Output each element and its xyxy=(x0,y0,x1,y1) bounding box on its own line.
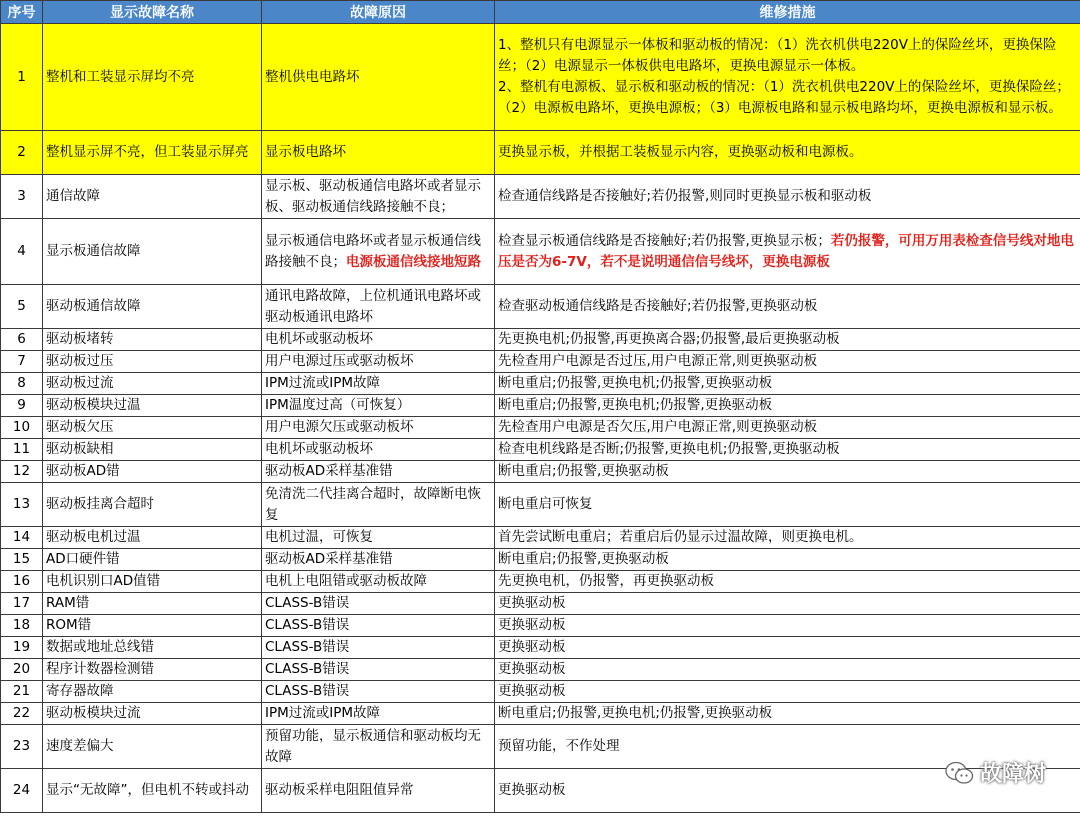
repair-measure xyxy=(495,615,1080,637)
fault-cause xyxy=(262,285,495,329)
fault-cause xyxy=(262,461,495,483)
fault-cause xyxy=(262,219,495,285)
repair-measure xyxy=(495,637,1080,659)
fault-cause xyxy=(262,439,495,461)
repair-measure xyxy=(495,417,1080,439)
header-fix: 维修措施 xyxy=(495,1,1080,24)
cause-text: 免清洗二代挂离合超时，故障断电恢复 xyxy=(265,485,481,523)
fault-cause xyxy=(262,329,495,351)
fault-name: ROM错 xyxy=(43,615,262,637)
repair-text: 更换驱动板 xyxy=(498,595,566,611)
fault-name: 速度差偏大 xyxy=(43,725,262,769)
fault-name: 数据或地址总线错 xyxy=(43,637,262,659)
repair-measure xyxy=(495,24,1080,131)
row-number: 3 xyxy=(1,175,43,219)
table-row xyxy=(1,219,1080,285)
repair-measure xyxy=(495,373,1080,395)
fault-name: 程序计数器检测错 xyxy=(43,659,262,681)
table-row xyxy=(1,24,1080,131)
repair-text: 断电重启;仍报警,更换电机;仍报警,更换驱动板 xyxy=(498,375,773,391)
fault-cause xyxy=(262,659,495,681)
repair-measure xyxy=(495,395,1080,417)
repair-text: 首先尝试断电重启；若重启后仍显示过温故障，则更换电机。 xyxy=(498,529,863,545)
row-number: 7 xyxy=(1,351,43,373)
repair-measure xyxy=(495,219,1080,285)
cause-text: CLASS-B错误 xyxy=(265,683,350,699)
table-row xyxy=(1,637,1080,659)
repair-measure xyxy=(495,131,1080,175)
cause-text: CLASS-B错误 xyxy=(265,639,350,655)
cause-text: IPM过流或IPM故障 xyxy=(265,375,381,391)
fault-name: 驱动板模块过温 xyxy=(43,395,262,417)
row-number: 2 xyxy=(1,131,43,175)
fault-cause xyxy=(262,571,495,593)
fault-cause xyxy=(262,483,495,527)
table-row xyxy=(1,615,1080,637)
cause-text: 电机上电阻错或驱动板故障 xyxy=(265,573,427,589)
fault-cause xyxy=(262,527,495,549)
repair-text: 先检查用户电源是否欠压,用户电源正常,则更换驱动板 xyxy=(498,419,818,435)
row-number: 15 xyxy=(1,549,43,571)
fault-name: 寄存器故障 xyxy=(43,681,262,703)
repair-measure xyxy=(495,681,1080,703)
repair-text: 更换驱动板 xyxy=(498,661,566,677)
table-row xyxy=(1,285,1080,329)
cause-text: 显示板通信电路坏或者显示板通信线路接触不良； xyxy=(265,232,481,270)
repair-text: 更换驱动板 xyxy=(498,683,566,699)
cause-text: 驱动板采样电阻阻值异常 xyxy=(265,782,414,798)
fault-name: 显示板通信故障 xyxy=(43,219,262,285)
fault-cause xyxy=(262,769,495,813)
fault-name: 驱动板过压 xyxy=(43,351,262,373)
row-number: 1 xyxy=(1,24,43,131)
repair-measure xyxy=(495,527,1080,549)
fault-cause xyxy=(262,593,495,615)
fault-name: 驱动板欠压 xyxy=(43,417,262,439)
table-row xyxy=(1,483,1080,527)
row-number: 17 xyxy=(1,593,43,615)
repair-measure xyxy=(495,329,1080,351)
cause-text: 电机过温，可恢复 xyxy=(265,529,373,545)
cause-text: 整机供电电路坏 xyxy=(265,68,360,85)
row-number: 11 xyxy=(1,439,43,461)
repair-text: 更换驱动板 xyxy=(498,782,566,798)
repair-measure xyxy=(495,461,1080,483)
wechat-icon xyxy=(944,760,974,786)
fault-name: 驱动板AD错 xyxy=(43,461,262,483)
repair-text: 断电重启;仍报警,更换驱动板 xyxy=(498,551,669,567)
repair-text: 先检查用户电源是否过压,用户电源正常,则更换驱动板 xyxy=(498,353,818,369)
fault-name: RAM错 xyxy=(43,593,262,615)
table-row xyxy=(1,703,1080,725)
fault-cause xyxy=(262,681,495,703)
table-row xyxy=(1,439,1080,461)
row-number: 21 xyxy=(1,681,43,703)
fault-name: 显示“无故障”，但电机不转或抖动 xyxy=(43,769,262,813)
fault-cause xyxy=(262,417,495,439)
fault-name: 驱动板模块过流 xyxy=(43,703,262,725)
fault-cause xyxy=(262,395,495,417)
repair-measure xyxy=(495,175,1080,219)
repair-measure xyxy=(495,593,1080,615)
repair-measure xyxy=(495,659,1080,681)
fault-name: 驱动板过流 xyxy=(43,373,262,395)
fault-name: AD口硬件错 xyxy=(43,549,262,571)
row-number: 20 xyxy=(1,659,43,681)
fault-name: 驱动板挂离合超时 xyxy=(43,483,262,527)
row-number: 19 xyxy=(1,637,43,659)
repair-text: 更换显示板，并根据工装板显示内容，更换驱动板和电源板。 xyxy=(498,144,863,160)
row-number: 24 xyxy=(1,769,43,813)
table-row xyxy=(1,593,1080,615)
repair-paragraph: 2、整机有电源板、显示板和驱动板的情况：（1）洗衣机供电220V上的保险丝坏，更换保险丝；（2）电源板电路坏，更换电源板；（3）电源板电路和显示板电路均坏，更换电源板和显示板。 xyxy=(498,79,1070,116)
cause-text: 电机坏或驱动板坏 xyxy=(265,441,373,457)
fault-name: 整机显示屏不亮，但工装显示屏亮 xyxy=(43,131,262,175)
repair-measure xyxy=(495,285,1080,329)
fault-cause xyxy=(262,351,495,373)
fault-name: 通信故障 xyxy=(43,175,262,219)
header-row xyxy=(1,1,1080,24)
repair-text: 先更换电机，仍报警，再更换驱动板 xyxy=(498,573,714,589)
repair-text: 预留功能，不作处理 xyxy=(498,738,620,754)
repair-text: 断电重启;仍报警,更换电机;仍报警,更换驱动板 xyxy=(498,705,773,721)
table-row xyxy=(1,395,1080,417)
row-number: 6 xyxy=(1,329,43,351)
repair-measure xyxy=(495,483,1080,527)
row-number: 10 xyxy=(1,417,43,439)
cause-text: 用户电源欠压或驱动板坏 xyxy=(265,419,414,435)
repair-measure xyxy=(495,351,1080,373)
row-number: 18 xyxy=(1,615,43,637)
header-no: 序号 xyxy=(1,1,43,24)
repair-text: 检查驱动板通信线路是否接触好;若仍报警,更换驱动板 xyxy=(498,298,818,314)
fault-name: 驱动板通信故障 xyxy=(43,285,262,329)
row-number: 4 xyxy=(1,219,43,285)
watermark-text: 故障树 xyxy=(979,762,1046,787)
cause-text: CLASS-B错误 xyxy=(265,617,350,633)
cause-text: 显示板、驱动板通信电路坏或者显示板、驱动板通信线路接触不良； xyxy=(265,177,481,215)
fault-cause xyxy=(262,373,495,395)
table-row xyxy=(1,659,1080,681)
repair-text: 断电重启;仍报警,更换电机;仍报警,更换驱动板 xyxy=(498,397,773,413)
table-row xyxy=(1,527,1080,549)
repair-measure xyxy=(495,439,1080,461)
row-number: 23 xyxy=(1,725,43,769)
row-number: 8 xyxy=(1,373,43,395)
cause-text: IPM温度过高（可恢复） xyxy=(265,397,411,413)
repair-measure xyxy=(495,703,1080,725)
table-row xyxy=(1,373,1080,395)
cause-text: IPM过流或IPM故障 xyxy=(265,705,381,721)
table-row xyxy=(1,571,1080,593)
row-number: 14 xyxy=(1,527,43,549)
fault-cause xyxy=(262,549,495,571)
table-row xyxy=(1,681,1080,703)
table-row xyxy=(1,351,1080,373)
repair-paragraph: 1、整机只有电源显示一体板和驱动板的情况：（1）洗衣机供电220V上的保险丝坏，更换保险丝；（2）电源显示一体板供电电路坏，更换电源显示一体板。 xyxy=(498,37,1057,74)
table-row xyxy=(1,725,1080,769)
table-row xyxy=(1,461,1080,483)
watermark xyxy=(944,757,1046,788)
cause-highlight: 电源板通信线接地短路 xyxy=(346,253,481,270)
row-number: 13 xyxy=(1,483,43,527)
fault-cause xyxy=(262,637,495,659)
row-number: 5 xyxy=(1,285,43,329)
table-row xyxy=(1,417,1080,439)
repair-text: 检查显示板通信线路是否接触好;若仍报警,更换显示板； xyxy=(498,232,831,249)
header-cause: 故障原因 xyxy=(262,1,495,24)
cause-text: CLASS-B错误 xyxy=(265,595,350,611)
row-number: 16 xyxy=(1,571,43,593)
fault-cause xyxy=(262,175,495,219)
fault-name: 驱动板电机过温 xyxy=(43,527,262,549)
fault-cause xyxy=(262,131,495,175)
fault-name: 整机和工装显示屏均不亮 xyxy=(43,24,262,131)
table-row xyxy=(1,175,1080,219)
fault-name: 驱动板堵转 xyxy=(43,329,262,351)
cause-text: 显示板电路坏 xyxy=(265,144,346,160)
fault-cause xyxy=(262,615,495,637)
repair-text: 断电重启可恢复 xyxy=(498,496,593,512)
row-number: 22 xyxy=(1,703,43,725)
header-name: 显示故障名称 xyxy=(43,1,262,24)
repair-text: 检查通信线路是否接触好;若仍报警,则同时更换显示板和驱动板 xyxy=(498,188,872,204)
cause-text: 预留功能，显示板通信和驱动板均无故障 xyxy=(265,727,481,765)
repair-text: 断电重启;仍报警,更换驱动板 xyxy=(498,463,669,479)
cause-text: 驱动板AD采样基准错 xyxy=(265,551,393,567)
table-row xyxy=(1,329,1080,351)
cause-text: 驱动板AD采样基准错 xyxy=(265,463,393,479)
repair-text: 先更换电机;仍报警,再更换离合器;仍报警,最后更换驱动板 xyxy=(498,331,840,347)
repair-text: 更换驱动板 xyxy=(498,617,566,633)
table-row xyxy=(1,769,1080,813)
table-row xyxy=(1,549,1080,571)
repair-measure xyxy=(495,549,1080,571)
row-number: 12 xyxy=(1,461,43,483)
repair-text: 更换驱动板 xyxy=(498,639,566,655)
cause-text: CLASS-B错误 xyxy=(265,661,350,677)
fault-name: 驱动板缺相 xyxy=(43,439,262,461)
table-row xyxy=(1,131,1080,175)
cause-text: 通讯电路故障，上位机通讯电路坏或驱动板通讯电路坏 xyxy=(265,287,481,325)
fault-cause xyxy=(262,725,495,769)
cause-text: 电机坏或驱动板坏 xyxy=(265,331,373,347)
repair-measure xyxy=(495,571,1080,593)
row-number: 9 xyxy=(1,395,43,417)
cause-text: 用户电源过压或驱动板坏 xyxy=(265,353,414,369)
fault-cause xyxy=(262,703,495,725)
repair-highlight: 若仍报警，可用万用表检查信号线对地电压是否为6-7V，若不是说明通信信号线坏，更换电源板 xyxy=(498,232,1074,270)
fault-name: 电机识别口AD值错 xyxy=(43,571,262,593)
repair-text: 检查电机线路是否断;仍报警,更换电机;仍报警,更换驱动板 xyxy=(498,441,840,457)
fault-cause xyxy=(262,24,495,131)
